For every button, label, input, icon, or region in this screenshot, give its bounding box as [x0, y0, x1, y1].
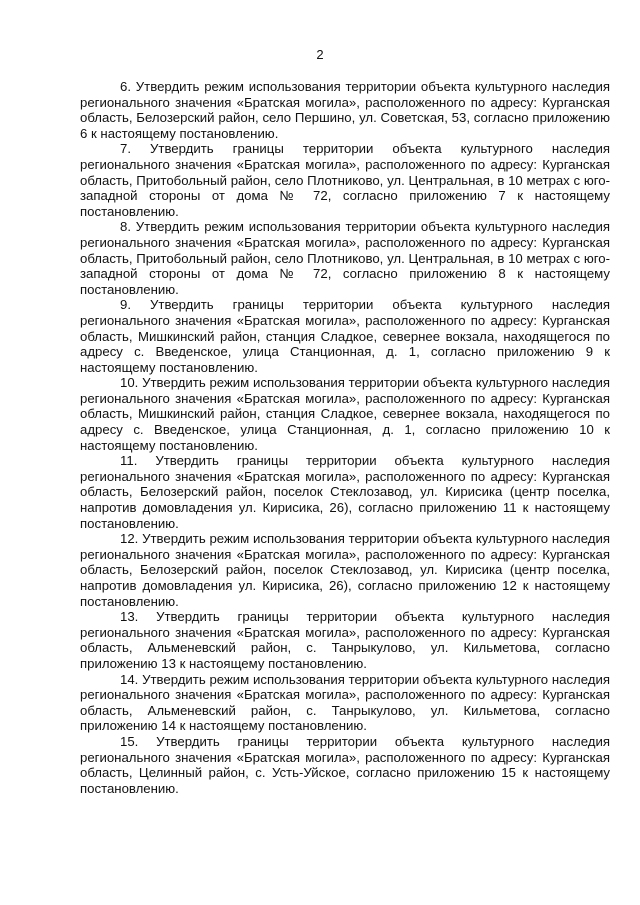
paragraph-item-10: 10. Утвердить режим использования территории объекта культурного наследия регионального значения «Братская могила», расположенного по адресу: Курганская область, Мишкинский район, станция Сладкое, севернее вокзала, находящегося по адресу с. Введенское, улица Станционная, д. 1, согласно приложению 10 к настоящему постановлению.: [80, 375, 610, 453]
document-body: [80, 79, 610, 796]
paragraph-item-7: 7. Утвердить границы территории объекта культурного наследия регионального значения «Братская могила», расположенного по адресу: Курганская область, Притобольный район, село Плотниково, ул. Центральная, в 10 метрах с юго-западной стороны от дома № 72, согласно приложению 7 к настоящему постановлению.: [80, 141, 610, 219]
paragraph-item-6: 6. Утвердить режим использования территории объекта культурного наследия регионального значения «Братская могила», расположенного по адресу: Курганская область, Белозерский район, село Першино, ул. Советская, 53, согласно приложению 6 к настоящему постановлению.: [80, 79, 610, 141]
paragraph-item-8: 8. Утвердить режим использования территории объекта культурного наследия регионального значения «Братская могила», расположенного по адресу: Курганская область, Притобольный район, село Плотниково, ул. Центральная, в 10 метрах с юго-западной стороны от дома № 72, согласно приложению 8 к настоящему постановлению.: [80, 219, 610, 297]
paragraph-item-11: 11. Утвердить границы территории объекта культурного наследия регионального значения «Братская могила», расположенного по адресу: Курганская область, Белозерский район, поселок Стеклозавод, ул. Кирисика (центр поселка, напротив домовладения ул. Кирисика, 26), согласно приложению 11 к настоящему постановлению.: [80, 453, 610, 531]
paragraph-item-9: 9. Утвердить границы территории объекта культурного наследия регионального значения «Братская могила», расположенного по адресу: Курганская область, Мишкинский район, станция Сладкое, севернее вокзала, находящегося по адресу с. Введенское, улица Станционная, д. 1, согласно приложению 9 к настоящему постановлению.: [80, 297, 610, 375]
paragraph-item-13: 13. Утвердить границы территории объекта культурного наследия регионального значения «Братская могила», расположенного по адресу: Курганская область, Альменевский район, с. Танрыкулово, ул. Кильметова, согласно приложению 13 к настоящему постановлению.: [80, 609, 610, 671]
paragraph-item-12: 12. Утвердить режим использования территории объекта культурного наследия регионального значения «Братская могила», расположенного по адресу: Курганская область, Белозерский район, поселок Стеклозавод, ул. Кирисика (центр поселка, напротив домовладения ул. Кирисика, 26), согласно приложению 12 к настоящему постановлению.: [80, 531, 610, 609]
paragraph-item-14: 14. Утвердить режим использования территории объекта культурного наследия регионального значения «Братская могила», расположенного по адресу: Курганская область, Альменевский район, с. Танрыкулово, ул. Кильметова, согласно приложению 14 к настоящему постановлению.: [80, 671, 610, 734]
page-number: 2: [316, 47, 324, 62]
paragraph-item-15: 15. Утвердить границы территории объекта культурного наследия регионального значения «Братская могила», расположенного по адресу: Курганская область, Целинный район, с. Усть-Уйское, согласно приложению 15 к настоящему постановлению.: [80, 733, 610, 796]
